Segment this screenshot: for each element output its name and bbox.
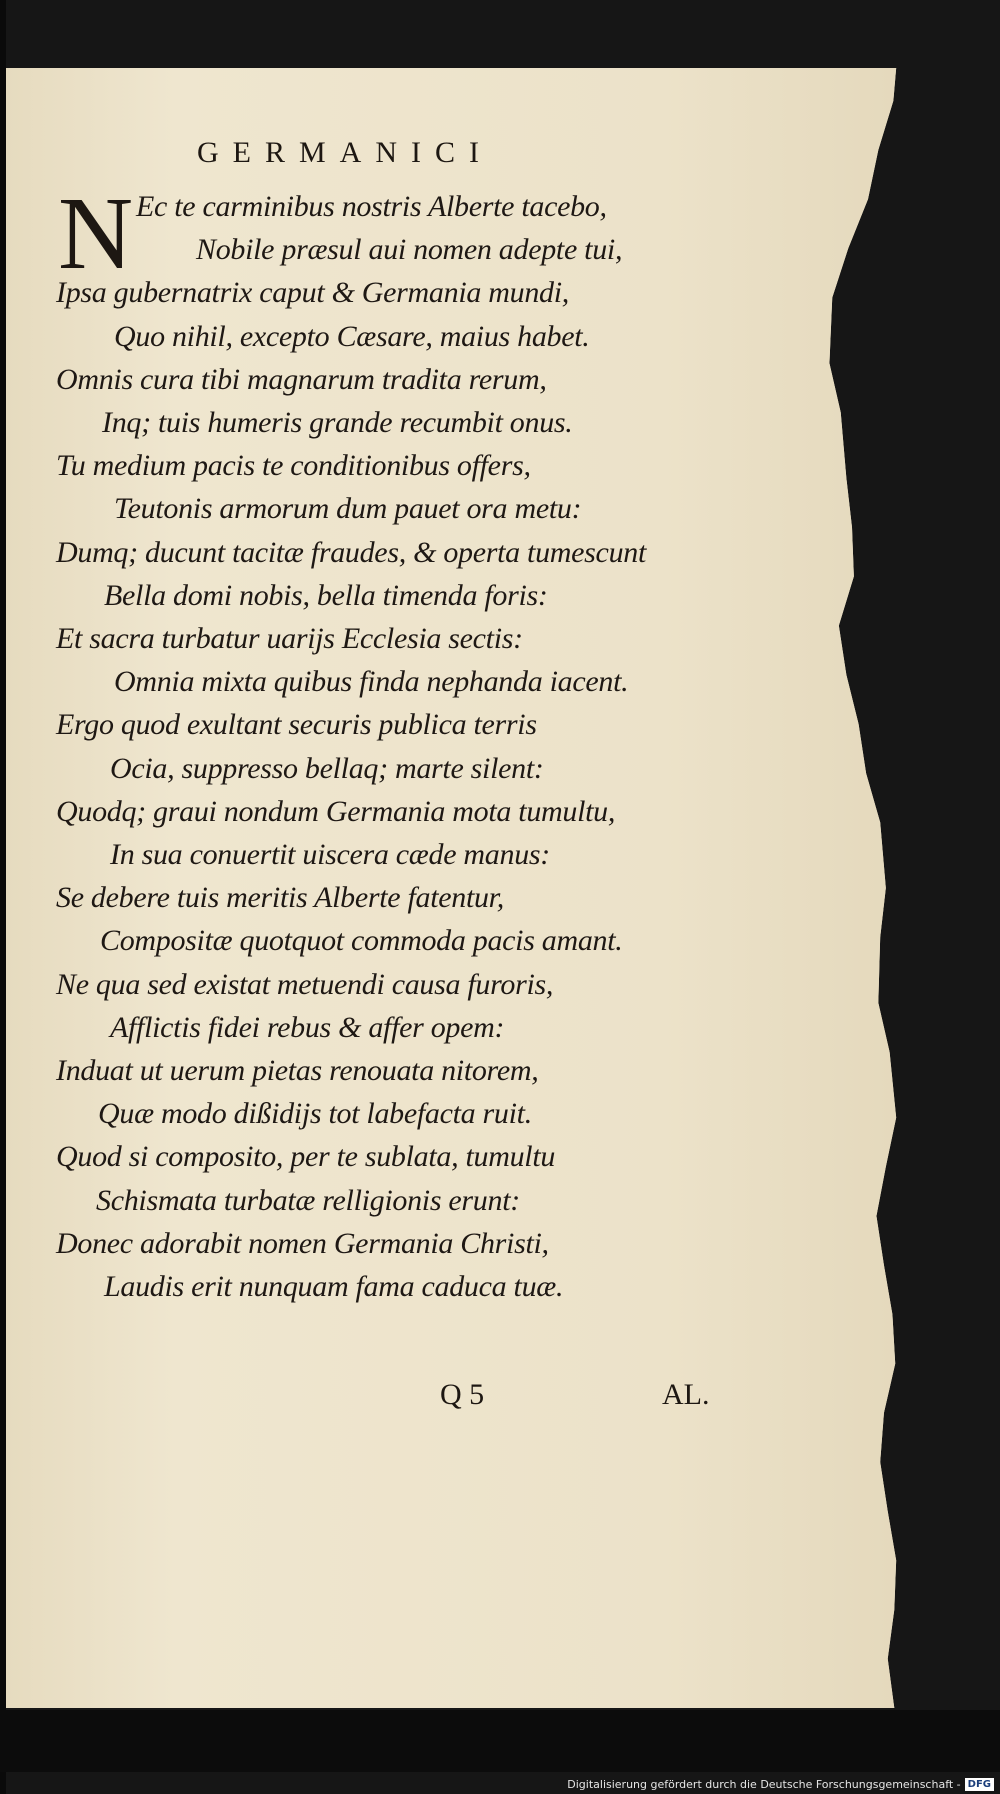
running-head: GERMANICI xyxy=(197,136,493,169)
scan-bottom-margin xyxy=(0,1710,1000,1772)
verse-line: Ne qua sed existat metuendi causa furoris, xyxy=(56,967,554,1001)
verse-line: Bella domi nobis, bella timenda foris: xyxy=(104,578,548,612)
verse-line: Et sacra turbatur uarijs Ecclesia sectis: xyxy=(56,622,523,655)
verse-line: Omnia mixta quibus finda nephanda iacent. xyxy=(114,665,629,699)
verse-line: Nobile præsul aui nomen adepte tui, xyxy=(196,233,623,267)
catchword: AL. xyxy=(662,1378,710,1411)
dfg-logo: DFG xyxy=(965,1778,994,1791)
verse-line: Ipsa gubernatrix caput & Germania mundi, xyxy=(56,276,569,310)
verse-line: Ergo quod exultant securis publica terris xyxy=(56,708,537,742)
verse-line: Se debere tuis meritis Alberte fatentur, xyxy=(56,881,504,915)
verse-line: Schismata turbatæ relligionis erunt: xyxy=(96,1183,520,1217)
verse-line: In sua conuertit uiscera cæde manus: xyxy=(110,838,550,871)
verse-line: Donec adorabit nomen Germania Christi, xyxy=(56,1226,549,1260)
verse-line: Omnis cura tibi magnarum tradita rerum, xyxy=(56,362,547,396)
verse-line: Inq; tuis humeris grande recumbit onus. xyxy=(102,406,573,439)
verse-line: Afflictis fidei rebus & affer opem: xyxy=(110,1010,505,1044)
verse-line: Quo nihil, excepto Cæsare, maius habet. xyxy=(114,319,590,353)
verse-line: Ec te carminibus nostris Alberte tacebo, xyxy=(136,190,607,223)
verse-line: Quæ modo dißidijs tot labefacta ruit. xyxy=(98,1097,532,1131)
verse-line: Ocia, suppresso bellaq; marte silent: xyxy=(110,751,544,785)
credit-text: Digitalisierung gefördert durch die Deutsche Forschungsgemeinschaft - xyxy=(567,1778,961,1791)
verse-line: Induat ut uerum pietas renouata nitorem, xyxy=(56,1054,539,1087)
drop-cap-initial: N xyxy=(58,176,134,291)
verse-line: Dumq; ducunt tacitæ fraudes, & operta tumescunt xyxy=(56,535,647,569)
verse-line: Compositæ quotquot commoda pacis amant. xyxy=(100,924,623,958)
digitization-credit xyxy=(567,1778,994,1791)
verse-line: Laudis erit nunquam fama caduca tuæ. xyxy=(104,1270,564,1303)
verse-line: Quodq; graui nondum Germania mota tumultu, xyxy=(56,794,616,828)
book-spine-edge xyxy=(0,0,6,1794)
verse-line: Teutonis armorum dum pauet ora metu: xyxy=(114,492,582,526)
verse-line: Quod si composito, per te sublata, tumultu xyxy=(56,1140,556,1174)
signature-mark: Q 5 xyxy=(440,1378,485,1411)
verse-line: Tu medium pacis te conditionibus offers, xyxy=(56,449,531,483)
